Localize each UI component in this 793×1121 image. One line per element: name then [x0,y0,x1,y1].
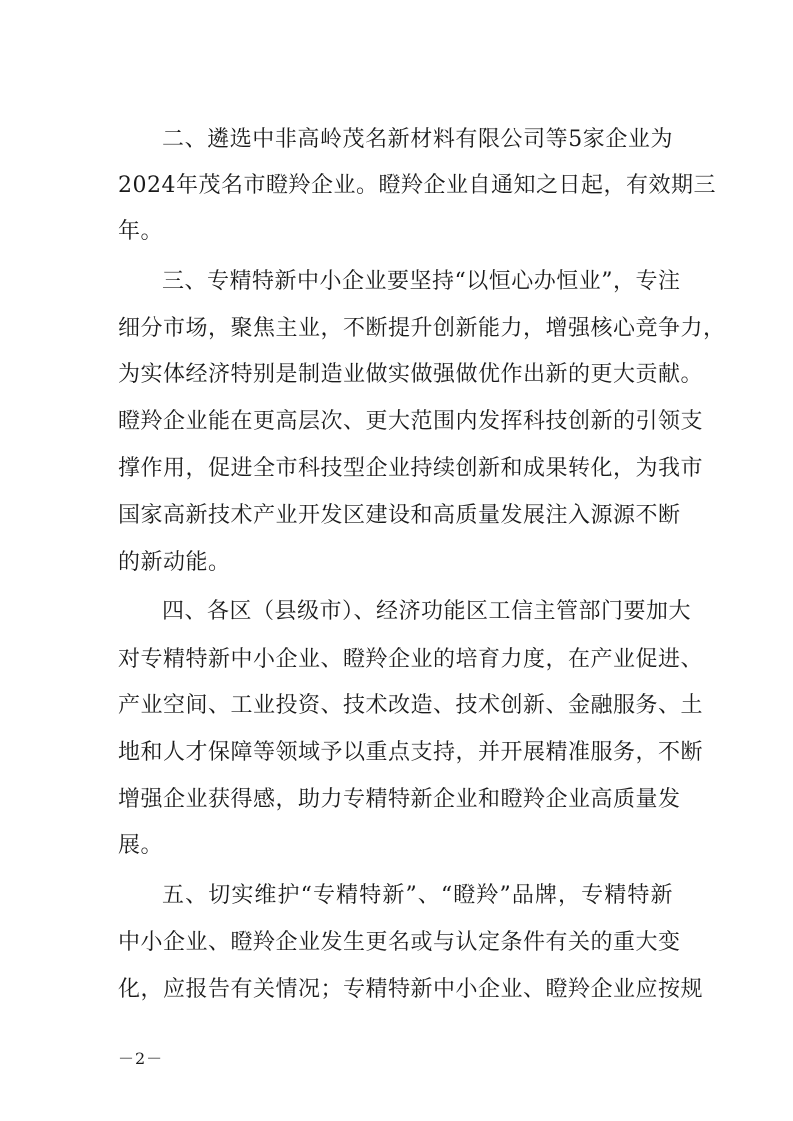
item-4-line-4: 地和人才保障等领域予以重点支持，并开展精准服务，不断 [118,740,704,765]
item-5-line-2: 中小企业、瞪羚企业发生更名或与认定条件有关的重大变 [118,930,681,955]
item-4-line-1: 四、各区（县级市）、经济功能区工信主管部门要加大 [162,599,692,624]
item-4-line-3: 产业空间、工业投资、技术改造、技术创新、金融服务、土 [118,693,704,718]
item-2-line-2: 2024年茂名市瞪羚企业。瞪羚企业自通知之日起，有效期三 [118,173,716,198]
item-5-line-1: 五、切实维护“专精特新”、“瞪羚”品牌，专精特新 [162,883,673,908]
page-number: －2－ [118,1049,164,1068]
item-3-line-6: 国家高新技术产业开发区建设和高质量发展注入源源不断 [118,503,681,528]
item-3-line-1: 三、专精特新中小企业要坚持“以恒心办恒业”，专注 [162,269,681,294]
item-3-line-5: 撑作用，促进全市科技型企业持续创新和成果转化，为我市 [118,456,704,481]
item-4-line-2: 对专精特新中小企业、瞪羚企业的培育力度，在产业促进、 [118,647,704,672]
item-3-line-7: 的新动能。 [118,550,231,575]
item-2-line-3: 年。 [118,219,164,244]
item-5-line-3: 化，应报告有关情况；专精特新中小企业、瞪羚企业应按规 [118,977,704,1002]
item-3-line-4: 瞪羚企业能在更高层次、更大范围内发挥科技创新的引领支 [118,409,704,434]
item-3-line-2: 细分市场，聚焦主业，不断提升创新能力，增强核心竞争力， [118,316,726,341]
item-4-line-5: 增强企业获得感，助力专精特新企业和瞪羚企业高质量发 [118,787,681,812]
item-2-line-1: 二、遴选中非高岭茂名新材料有限公司等5家企业为 [162,127,673,152]
item-4-line-6: 展。 [118,833,164,858]
item-3-line-3: 为实体经济特别是制造业做实做强做优作出新的更大贡献。 [118,362,704,387]
